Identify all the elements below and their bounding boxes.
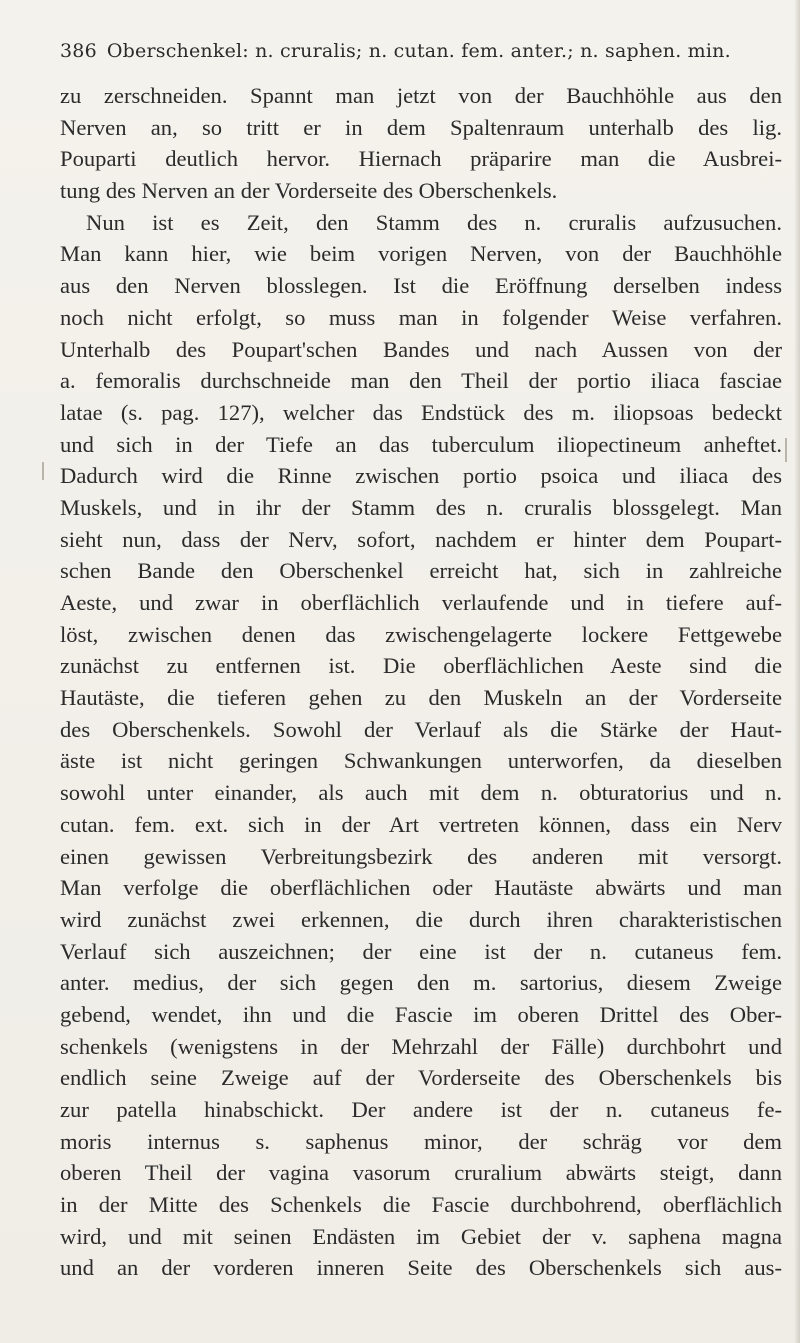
text-line: des Oberschenkels. Sowohl der Verlauf als die Stärke der Haut- xyxy=(60,716,782,742)
text-line: Unterhalb des Poupart'schen Bandes und nach Aussen von der xyxy=(60,336,782,362)
text-line: in der Mitte des Schenkels die Fascie durchbohrend, oberflächlich xyxy=(60,1192,782,1218)
text-line: cutan. fem. ext. sich in der Art vertreten können, dass ein Nerv xyxy=(60,811,782,837)
text-line: schen Bande den Oberschenkel erreicht hat, sich in zahlreiche xyxy=(60,558,782,584)
text-line: oberen Theil der vagina vasorum cruralium abwärts steigt, dann xyxy=(60,1160,782,1186)
text-line: und an der vorderen inneren Seite des Oberschenkels sich aus- xyxy=(60,1255,782,1281)
text-line: a. femoralis durchschneide man den Theil der portio iliaca fasciae xyxy=(60,368,782,394)
text-line: aus den Nerven blosslegen. Ist die Eröffnung derselben indess xyxy=(60,273,782,299)
text-line: Man verfolge die oberflächlichen oder Hautäste abwärts und man xyxy=(60,875,782,901)
page-edge-shadow xyxy=(794,0,800,1343)
text-line: tung des Nerven an der Vorderseite des Oberschenkels. xyxy=(60,178,558,204)
text-line: zur patella hinabschickt. Der andere ist der n. cutaneus fe- xyxy=(60,1097,782,1122)
text-line: schenkels (wenigstens in der Mehrzahl der Fälle) durchbohrt und xyxy=(60,1033,782,1059)
text-line: Muskels, und in ihr der Stamm des n. cruralis blossgelegt. Man xyxy=(60,494,782,520)
text-line: latae (s. pag. 127), welcher das Endstück des m. iliopsoas bedeckt xyxy=(60,399,782,425)
text-line: gebend, wendet, ihn und die Fascie im oberen Drittel des Ober- xyxy=(60,1001,782,1027)
text-line: Aeste, und zwar in oberflächlich verlaufende und in tiefere auf- xyxy=(60,590,782,615)
text-line: Pouparti deutlich hervor. Hiernach präparire man die Ausbrei- xyxy=(60,146,782,172)
text-line: sieht nun, dass der Nerv, sofort, nachdem er hinter dem Poupart- xyxy=(60,526,782,552)
text-line: endlich seine Zweige auf der Vorderseite des Oberschenkels bis xyxy=(60,1065,782,1091)
text-line: zu zerschneiden. Spannt man jetzt von der Bauchhöhle aus den xyxy=(60,83,782,108)
text-line: und sich in der Tiefe an das tuberculum iliopectineum anheftet. xyxy=(60,431,782,457)
text-line: anter. medius, der sich gegen den m. sartorius, diesem Zweige xyxy=(60,970,782,996)
margin-mark xyxy=(785,438,787,462)
text-line: wird zunächst zwei erkennen, die durch ihren charakteristischen xyxy=(60,906,782,932)
text-line: löst, zwischen denen das zwischengelagerte lockere Fettgewebe xyxy=(60,621,782,647)
text-line: sowohl unter einander, als auch mit dem n. obturatorius und n. xyxy=(60,780,782,806)
margin-mark xyxy=(42,462,44,480)
body-text xyxy=(60,80,782,1284)
running-header xyxy=(60,40,780,62)
text-line: Hautäste, die tieferen gehen zu den Muskeln an der Vorderseite xyxy=(60,685,782,711)
text-line: einen gewissen Verbreitungsbezirk des anderen mit versorgt. xyxy=(60,843,782,869)
text-line: Nerven an, so tritt er in dem Spaltenraum unterhalb des lig. xyxy=(60,114,782,140)
text-line: moris internus s. saphenus minor, der schräg vor dem xyxy=(60,1128,782,1154)
text-line: wird, und mit seinen Endästen im Gebiet der v. saphena magna xyxy=(60,1223,782,1249)
text-line: zunächst zu entfernen ist. Die oberflächlichen Aeste sind die xyxy=(60,653,782,679)
page-number: 386 xyxy=(60,40,97,62)
text-line: Nun ist es Zeit, den Stamm des n. cruralis aufzusuchen. xyxy=(86,209,782,235)
text-line: äste ist nicht geringen Schwankungen unterworfen, da dieselben xyxy=(60,748,782,774)
text-line: Dadurch wird die Rinne zwischen portio psoica und iliaca des xyxy=(60,463,782,489)
text-line: Man kann hier, wie beim vorigen Nerven, von der Bauchhöhle xyxy=(60,241,782,267)
text-line: Verlauf sich auszeichnen; der eine ist der n. cutaneus fem. xyxy=(60,938,782,964)
running-title: Oberschenkel: n. cruralis; n. cutan. fem. anter.; n. saphen. min. xyxy=(106,40,731,62)
text-line: noch nicht erfolgt, so muss man in folgender Weise verfahren. xyxy=(60,304,782,330)
